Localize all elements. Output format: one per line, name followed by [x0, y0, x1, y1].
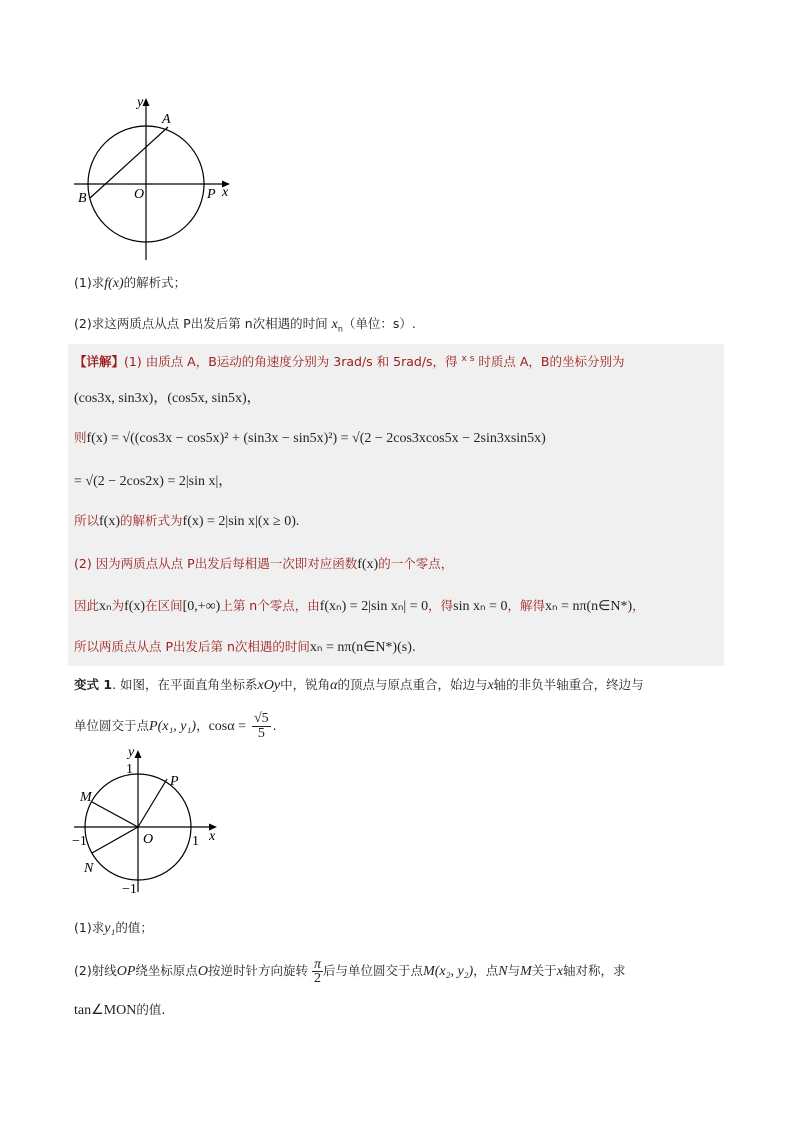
solution-line-4: = √(2 − 2cos2x) = 2|sin x|，: [74, 474, 233, 489]
label-x: x: [222, 185, 229, 200]
question-2: (2)求这两质点从点 P出发后第 n次相遇的时间 $x_n$（单位：s）.: [74, 316, 416, 334]
solution-line-3: 则f(x) = √((cos3x − cos5x)² + (sin3x − sin5x)²) = √(2 − 2cos3xcos5x − 2sin3xsin5x): [74, 430, 546, 446]
solution-line-7: 因此xₙ为f(x)在区间[0,+∞)上第 n个零点，由f(xₙ) = 2|sin xₙ| = 0，得sin xₙ = 0，解得xₙ = nπ(n∈N*)，: [74, 598, 645, 614]
label-m: M: [80, 790, 92, 805]
ray-om: [92, 802, 138, 827]
label-a: A: [162, 112, 171, 127]
label-x: x: [209, 829, 216, 844]
label-one-right: 1: [192, 834, 199, 849]
label-o: O: [134, 187, 145, 202]
label-n: N: [84, 861, 94, 876]
label-p: P: [207, 187, 216, 202]
label-y: y: [128, 745, 135, 760]
variant-question-1: (1)求y₁的值；: [74, 920, 153, 936]
segment-ab: [90, 127, 168, 198]
y-axis-arrow: [135, 750, 142, 758]
label-y: y: [137, 95, 144, 110]
label-o: O: [143, 832, 154, 847]
variant-question-2-cont: tan∠MON的值.: [74, 1002, 166, 1018]
variant-line-1: 变式 1. 如图，在平面直角坐标系xOy中，锐角α的顶点与原点重合，始边与x轴的非负半轴重合，终边与: [74, 677, 644, 693]
solution-line-6: (2) 因为两质点从点 P出发后每相遇一次即对应函数f(x)的一个零点，: [74, 556, 454, 572]
solution-line-5: 所以f(x)的解析式为f(x) = 2|sin x|(x ≥ 0).: [74, 513, 300, 529]
y-axis-arrow: [143, 98, 150, 106]
solution-line-8: 所以两质点从点 P出发后第 n次相遇的时间xₙ = nπ(n∈N*)(s).: [74, 639, 416, 655]
solution-line-2: (cos3x, sin3x)，(cos5x, sin5x)，: [74, 391, 261, 406]
label-neg1-bottom: −1: [122, 882, 137, 897]
label-neg1-left: −1: [72, 834, 87, 849]
solution-line-1: 【详解】(1) 由质点 A，B运动的角速度分别为 3rad/s 和 5rad/s，得 $^{x s}$ 时质点 A，B的坐标分别为: [74, 353, 625, 369]
label-one-top: 1: [126, 762, 133, 777]
label-p: P: [170, 774, 179, 789]
figure-unit-circle-mpn: [66, 742, 226, 900]
fraction-sqrt5-over-5: $\frac{√5}{5}$: [253, 711, 269, 741]
variant-line-2: 单位圆交于点P(x₁, y₁)，cosα = $\frac{√5}{5}$ .: [74, 711, 277, 741]
ray-op: [138, 779, 167, 827]
label-b: B: [78, 191, 87, 206]
figure-circle-ab: [70, 90, 240, 265]
variant-question-2: (2)射线OP绕坐标原点O按逆时针方向旋转 $\frac{\pi}{2}$ 后与单位圆交于点M(x₂, y₂)，点N与M关于x轴对称，求: [74, 957, 626, 986]
fraction-pi-over-2: $\frac{\pi}{2}$: [314, 957, 322, 986]
question-1: (1)求f(x)的解析式；: [74, 275, 187, 291]
ray-on: [92, 827, 138, 853]
